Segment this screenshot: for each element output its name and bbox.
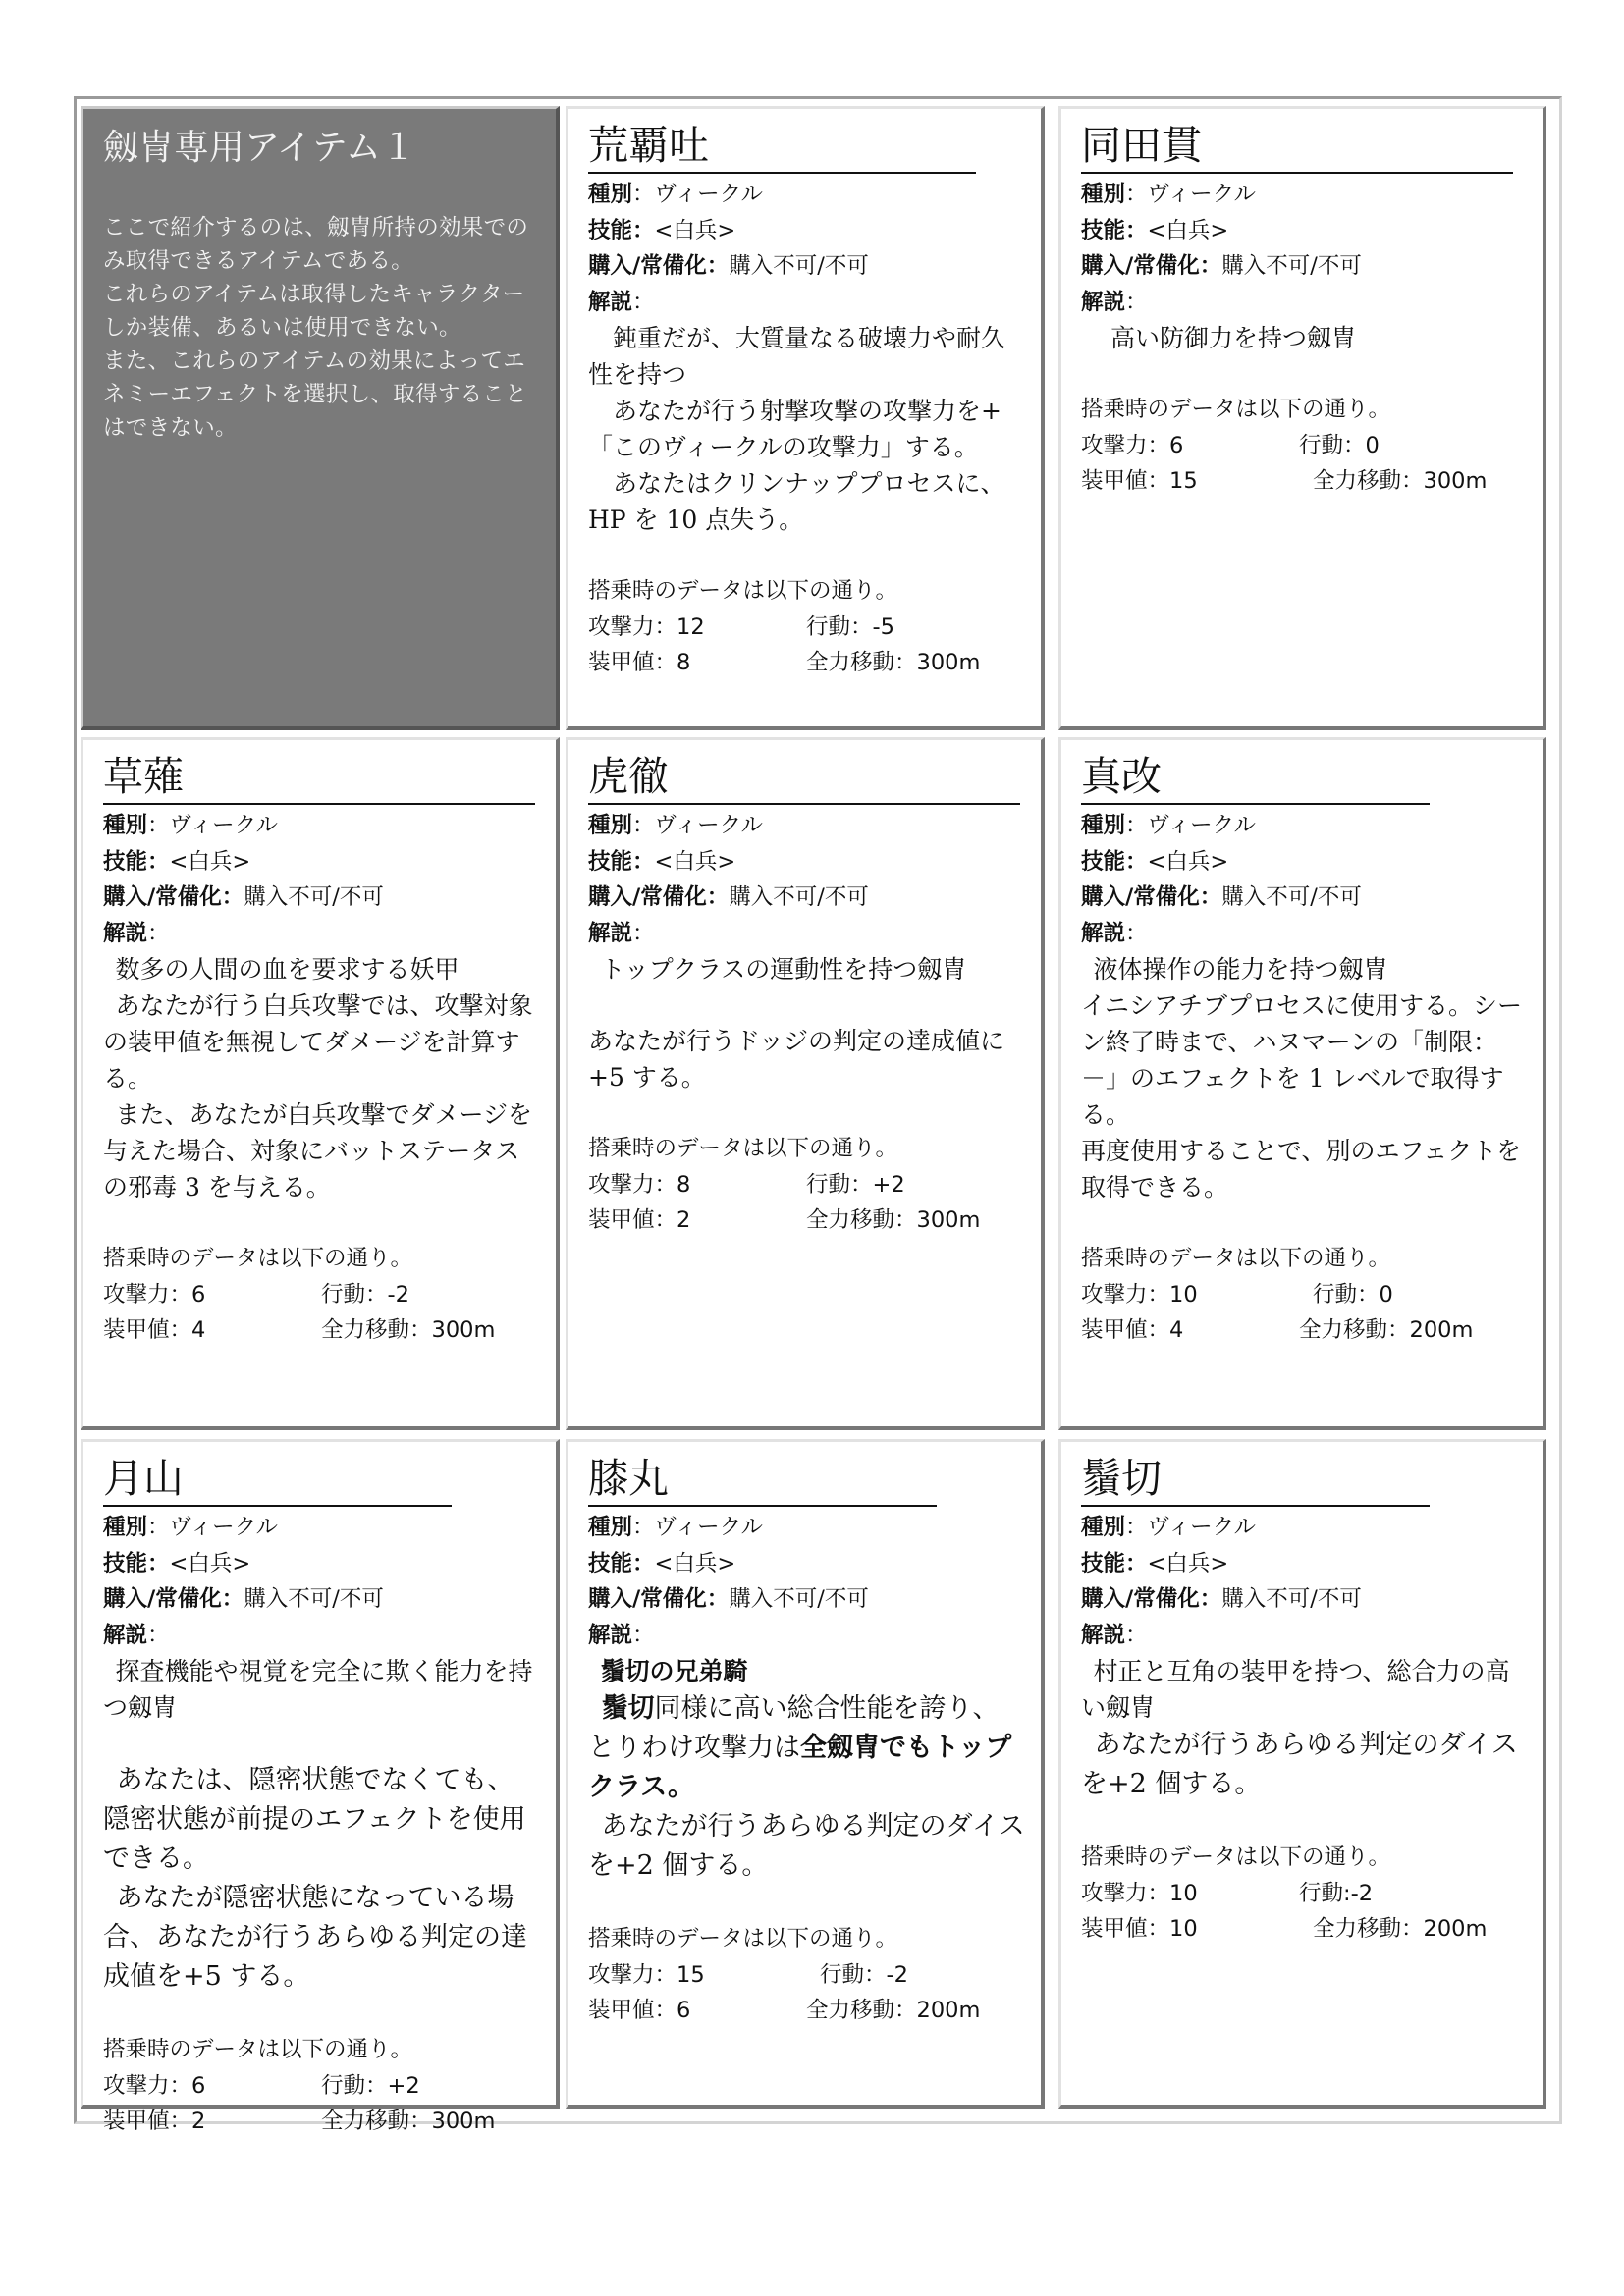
desc-paragraph: あなたが行うドッジの判定の達成値に+5 する。 xyxy=(588,1027,1005,1092)
item-desc-label: 解説： xyxy=(588,920,655,946)
stat-row xyxy=(1081,1277,1527,1312)
item-skill-line: 技能：<白兵> xyxy=(1081,217,1229,243)
attack-stat: 攻撃力：15 xyxy=(588,1961,705,1988)
attack-stat: 攻撃力：6 xyxy=(103,1281,206,1308)
desc-paragraph: あなたはクリンナッププロセスに、HP を 10 点失う。 xyxy=(588,469,1005,534)
item-skill-line: 技能：<白兵> xyxy=(588,848,736,875)
item-card-kotetsu xyxy=(566,737,1045,1430)
armor-stat: 装甲値：4 xyxy=(103,1316,206,1343)
armor-stat: 装甲値：4 xyxy=(1081,1316,1184,1343)
item-description xyxy=(103,951,540,1205)
attack-stat: 攻撃力：10 xyxy=(1081,1281,1198,1308)
item-skill-line: 技能：<白兵> xyxy=(588,1550,736,1576)
item-skill-line: 技能：<白兵> xyxy=(103,848,251,875)
desc-paragraph: 鈍重だが、大質量なる破壊力や耐久性を持つ xyxy=(588,324,1006,389)
action-stat: 行動：+2 xyxy=(321,2072,420,2099)
item-skill-line: 技能：<白兵> xyxy=(103,1550,251,1576)
armor-stat: 装甲値：2 xyxy=(588,1206,691,1233)
ride-data-note: 搭乗時のデータは以下の通り。 xyxy=(1081,1246,1391,1271)
move-stat: 全力移動：300m xyxy=(321,1316,496,1343)
desc-paragraph: 液体操作の能力を持つ劔冑 xyxy=(1093,955,1388,984)
ride-data-note: 搭乗時のデータは以下の通り。 xyxy=(103,1246,413,1271)
armor-stat: 装甲値：8 xyxy=(588,649,691,675)
desc-paragraph: あなたが行う白兵攻撃では、攻撃対象の装甲値を無視してダメージを計算する。 xyxy=(103,991,533,1093)
move-stat: 全力移動：300m xyxy=(1313,467,1488,494)
move-stat: 全力移動：200m xyxy=(806,1997,981,2023)
ride-data-note: 搭乗時のデータは以下の通り。 xyxy=(1081,1844,1391,1870)
item-type-line: 種別：ヴィークル xyxy=(588,1515,764,1540)
ride-data-note: 搭乗時のデータは以下の通り。 xyxy=(588,1926,898,1951)
action-stat: 行動：+2 xyxy=(806,1171,905,1198)
attack-stat: 攻撃力：10 xyxy=(1081,1880,1198,1906)
stat-row xyxy=(1081,1911,1527,1947)
item-desc-label: 解説： xyxy=(588,289,655,315)
item-description xyxy=(588,1653,1025,1886)
ride-data-note: 搭乗時のデータは以下の通り。 xyxy=(588,578,898,604)
item-buy-line: 購入/常備化：購入不可/不可 xyxy=(1081,884,1362,910)
intro-text xyxy=(103,211,536,445)
move-stat: 全力移動：200m xyxy=(1299,1316,1474,1343)
stat-row xyxy=(1081,1312,1527,1348)
item-buy-line: 購入/常備化：購入不可/不可 xyxy=(103,1586,384,1612)
action-stat: 行動：-5 xyxy=(806,614,894,640)
intro-paragraph: これらのアイテムは取得したキャラクターしか装備、あるいは使用できない。 xyxy=(103,282,525,341)
desc-paragraph: 再度使用することで、別のエフェクトを取得できる。 xyxy=(1081,1137,1522,1201)
item-desc-label: 解説： xyxy=(103,920,170,946)
item-description xyxy=(1081,951,1527,1205)
item-name: 膝丸 xyxy=(588,1454,937,1507)
item-type-line: 種別：ヴィークル xyxy=(103,813,279,838)
attack-stat: 攻撃力：6 xyxy=(103,2072,206,2099)
stat-row xyxy=(588,610,1025,645)
desc-paragraph: 高い防御力を持つ劔冑 xyxy=(1110,324,1357,352)
item-description xyxy=(1081,1653,1527,1804)
item-card-arahabaki xyxy=(566,106,1045,730)
action-stat: 行動:-2 xyxy=(1299,1880,1374,1906)
stat-row xyxy=(588,1202,1025,1238)
item-description xyxy=(103,1653,540,1997)
item-desc-label: 解説： xyxy=(1081,289,1148,315)
item-type-line: 種別：ヴィークル xyxy=(588,182,764,207)
desc-paragraph: トップクラスの運動性を持つ劔冑 xyxy=(600,955,967,984)
item-type-line: 種別：ヴィークル xyxy=(1081,813,1257,838)
armor-stat: 装甲値：10 xyxy=(1081,1915,1198,1942)
desc-paragraph: 鬚切同様に高い総合性能を誇り、とりわけ攻撃力は全劔冑でもトップクラス。 xyxy=(588,1693,1012,1802)
stat-row xyxy=(103,1277,540,1312)
attack-stat: 攻撃力：6 xyxy=(1081,432,1184,458)
desc-paragraph: 探査機能や視覚を完全に欺く能力を持つ劔冑 xyxy=(103,1657,533,1722)
item-skill-line: 技能：<白兵> xyxy=(588,217,736,243)
item-name: 同田貫 xyxy=(1081,121,1513,174)
item-card-higekiri xyxy=(1058,1439,1546,2109)
action-stat: 行動：-2 xyxy=(820,1961,908,1988)
stat-row xyxy=(103,1312,540,1348)
desc-paragraph: あなたが行うあらゆる判定のダイスを+2 個する。 xyxy=(588,1811,1025,1881)
item-desc-label: 解説： xyxy=(588,1622,655,1648)
item-name: 鬚切 xyxy=(1081,1454,1430,1507)
stat-row xyxy=(588,1957,1025,1993)
item-type-line: 種別：ヴィークル xyxy=(1081,182,1257,207)
item-description xyxy=(1081,320,1527,356)
item-name: 虎徹 xyxy=(588,752,1020,805)
armor-stat: 装甲値：15 xyxy=(1081,467,1198,494)
action-stat: 行動：0 xyxy=(1313,1281,1393,1308)
item-name: 真改 xyxy=(1081,752,1430,805)
item-buy-line: 購入/常備化：購入不可/不可 xyxy=(588,884,869,910)
action-stat: 行動：-2 xyxy=(321,1281,409,1308)
item-skill-line: 技能：<白兵> xyxy=(1081,1550,1229,1576)
stat-row xyxy=(103,2068,540,2104)
ride-data-note: 搭乗時のデータは以下の通り。 xyxy=(103,2037,413,2062)
item-card-kusanagi xyxy=(81,737,560,1430)
item-skill-line: 技能：<白兵> xyxy=(1081,848,1229,875)
item-desc-label: 解説： xyxy=(1081,920,1148,946)
intro-paragraph: また、これらのアイテムの効果によってエネミーエフェクトを選択し、取得することはできない。 xyxy=(103,348,528,441)
desc-paragraph: また、あなたが白兵攻撃でダメージを与えた場合、対象にバットステータスの邪毒 3 を与える。 xyxy=(103,1100,533,1201)
item-desc-label: 解説： xyxy=(1081,1622,1148,1648)
desc-paragraph: イニシアチブプロセスに使用する。シーン終了時まで、ハヌマーンの「制限：－」のエフェクトを 1 レベルで取得する。 xyxy=(1081,991,1523,1129)
item-name: 草薙 xyxy=(103,752,535,805)
item-buy-line: 購入/常備化：購入不可/不可 xyxy=(1081,253,1362,279)
desc-paragraph: 鬚切の兄弟騎 xyxy=(600,1657,748,1685)
desc-paragraph: あなたが行うあらゆる判定のダイスを+2 個する。 xyxy=(1081,1730,1518,1799)
item-buy-line: 購入/常備化：購入不可/不可 xyxy=(1081,1586,1362,1612)
item-buy-line: 購入/常備化：購入不可/不可 xyxy=(588,1586,869,1612)
item-type-line: 種別：ヴィークル xyxy=(1081,1515,1257,1540)
move-stat: 全力移動：300m xyxy=(321,2108,496,2134)
item-type-line: 種別：ヴィークル xyxy=(588,813,764,838)
intro-paragraph: ここで紹介するのは、劔冑所持の効果でのみ取得できるアイテムである。 xyxy=(103,215,529,274)
move-stat: 全力移動：300m xyxy=(806,649,981,675)
desc-paragraph: 村正と互角の装甲を持つ、総合力の高い劔冑 xyxy=(1081,1657,1510,1722)
intro-title: 劔冑専用アイテム１ xyxy=(103,128,416,168)
move-stat: 全力移動：300m xyxy=(806,1206,981,1233)
action-stat: 行動：0 xyxy=(1299,432,1380,458)
item-name: 荒覇吐 xyxy=(588,121,976,174)
stat-row xyxy=(588,1993,1025,2028)
item-name: 月山 xyxy=(103,1454,452,1507)
item-buy-line: 購入/常備化：購入不可/不可 xyxy=(103,884,384,910)
item-description xyxy=(588,951,1025,1095)
item-card-doutanuki xyxy=(1058,106,1546,730)
move-stat: 全力移動：200m xyxy=(1313,1915,1488,1942)
item-buy-line: 購入/常備化：購入不可/不可 xyxy=(588,253,869,279)
item-description xyxy=(588,320,1025,538)
intro-panel xyxy=(81,106,560,730)
desc-paragraph: 数多の人間の血を要求する妖甲 xyxy=(115,955,460,984)
stat-row xyxy=(1081,428,1527,463)
desc-paragraph: あなたが行う射撃攻撃の攻撃力を+「このヴィークルの攻撃力」する。 xyxy=(588,397,1001,461)
item-card-hizamaru xyxy=(566,1439,1045,2109)
attack-stat: 攻撃力：12 xyxy=(588,614,705,640)
stat-row xyxy=(588,1167,1025,1202)
stat-row xyxy=(1081,463,1527,499)
armor-stat: 装甲値：2 xyxy=(103,2108,206,2134)
stat-row xyxy=(1081,1876,1527,1911)
desc-paragraph: あなたが隠密状態になっている場合、あなたが行うあらゆる判定の達成値を+5 する。 xyxy=(103,1883,527,1992)
desc-paragraph: あなたは、隠密状態でなくても、隠密状態が前提のエフェクトを使用できる。 xyxy=(103,1765,526,1874)
armor-stat: 装甲値：6 xyxy=(588,1997,691,2023)
ride-data-note: 搭乗時のデータは以下の通り。 xyxy=(588,1136,898,1161)
ride-data-note: 搭乗時のデータは以下の通り。 xyxy=(1081,397,1391,422)
stat-row xyxy=(588,645,1025,680)
item-type-line: 種別：ヴィークル xyxy=(103,1515,279,1540)
attack-stat: 攻撃力：8 xyxy=(588,1171,691,1198)
stat-row xyxy=(103,2104,540,2139)
item-desc-label: 解説： xyxy=(103,1622,170,1648)
item-card-shinkai xyxy=(1058,737,1546,1430)
item-card-gassan xyxy=(81,1439,560,2134)
